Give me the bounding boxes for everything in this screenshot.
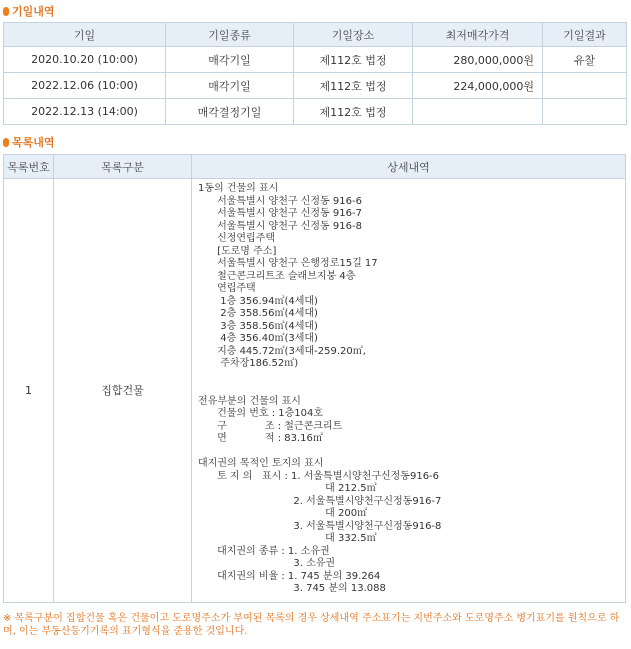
header-min-price: 최저매각가격 xyxy=(413,23,543,47)
detail-line: 대지권의 종류 : 1. 소유권 xyxy=(198,545,330,557)
header-list-number: 목록번호 xyxy=(4,155,54,179)
detail-line: 서울특별시 양천구 신정동 916-7 xyxy=(198,208,362,219)
header-detail: 상세내역 xyxy=(192,155,626,179)
section-title-schedule xyxy=(3,3,55,19)
detail-line: 연립주택 xyxy=(198,283,256,294)
cell-detail xyxy=(192,179,626,603)
cell-place: 제112호 법정 xyxy=(294,99,413,125)
bullet-icon xyxy=(3,7,9,16)
detail-line: 3. 소유권 xyxy=(198,558,336,569)
detail-line: 대지권의 목적인 토지의 표시 xyxy=(198,458,324,469)
cell-list-type: 집합건물 xyxy=(54,179,192,603)
detail-line xyxy=(198,371,621,384)
bullet-icon xyxy=(3,138,9,147)
detail-line: 4층 356.40㎡(3세대) xyxy=(198,333,318,344)
list-table xyxy=(3,154,626,603)
detail-line: 서울특별시 양천구 신정동 916-8 xyxy=(198,220,362,232)
cell-type: 매각결정기일 xyxy=(166,99,294,125)
detail-line: 1층 356.94㎡(4세대) xyxy=(198,295,318,307)
footnote: ※ 목록구분이 집합건물 혹은 건물이고 도로명주소가 부여된 목록의 경우 상세내역 주소표기는 지번주소와 도로명주소 병기표기를 원칙으로 하며, 이는 부동산등기기록의 표기형식을 준용한 것입니다. xyxy=(3,613,620,637)
table-row xyxy=(4,47,627,73)
cell-min-price: 280,000,000원 xyxy=(413,47,543,73)
cell-result xyxy=(543,73,627,99)
detail-line: 서울특별시 양천구 은행정로15길 17 xyxy=(198,258,378,269)
detail-line: [도로명 주소] xyxy=(198,245,277,257)
detail-line: 3. 서울특별시양천구신정동916-8 xyxy=(198,520,442,532)
cell-min-price: 224,000,000원 xyxy=(413,73,543,99)
detail-line: 주차장186.52㎡) xyxy=(198,358,299,369)
detail-line: 2. 서울특별시양천구신정동916-7 xyxy=(198,495,442,507)
detail-line: 철근콘크리트조 슬래브지붕 4층 xyxy=(198,270,356,282)
detail-line: 지층 445.72㎡(3세대-259.20㎡, xyxy=(198,345,366,357)
section-title-list xyxy=(3,134,55,150)
detail-line xyxy=(198,383,621,396)
cell-min-price xyxy=(413,99,543,125)
detail-line: 3층 358.56㎡(4세대) xyxy=(198,320,318,332)
detail-line: 3. 745 분의 13.088 xyxy=(198,583,386,594)
cell-type: 매각기일 xyxy=(166,73,294,99)
cell-result: 유찰 xyxy=(543,47,627,73)
detail-line: 대 332.5㎡ xyxy=(198,533,377,544)
detail-line: 면 적 : 83.16㎡ xyxy=(198,433,323,444)
detail-line: 구 조 : 철근콘크리트 xyxy=(198,420,343,432)
cell-date: 2022.12.06 (10:00) xyxy=(4,73,166,99)
header-list-type: 목록구분 xyxy=(54,155,192,179)
header-place: 기일장소 xyxy=(294,23,413,47)
header-type: 기일종류 xyxy=(166,23,294,47)
header-date: 기일 xyxy=(4,23,166,47)
detail-line: 대 212.5㎡ xyxy=(198,483,377,494)
schedule-header-row xyxy=(4,23,627,47)
schedule-table xyxy=(3,22,627,125)
cell-type: 매각기일 xyxy=(166,47,294,73)
section-title-text: 기일내역 xyxy=(12,5,55,18)
table-row xyxy=(4,99,627,125)
header-result: 기일결과 xyxy=(543,23,627,47)
cell-list-number: 1 xyxy=(4,179,54,603)
detail-line: 1동의 건물의 표시 xyxy=(198,183,279,194)
detail-line: 대지권의 비율 : 1. 745 분의 39.264 xyxy=(198,570,381,582)
cell-date: 2022.12.13 (14:00) xyxy=(4,99,166,125)
table-row xyxy=(4,179,626,603)
detail-line: 토 지 의 표시 : 1. 서울특별시양천구신정동916-6 xyxy=(198,470,440,482)
cell-result xyxy=(543,99,627,125)
detail-line: 서울특별시 양천구 신정동 916-6 xyxy=(198,195,362,207)
cell-date: 2020.10.20 (10:00) xyxy=(4,47,166,73)
section-title-text: 목록내역 xyxy=(12,136,55,149)
list-header-row xyxy=(4,155,626,179)
table-row xyxy=(4,73,627,99)
cell-place: 제112호 법정 xyxy=(294,47,413,73)
cell-place: 제112호 법정 xyxy=(294,73,413,99)
detail-line xyxy=(198,446,621,459)
detail-line: 대 200㎡ xyxy=(198,508,368,519)
detail-line: 건물의 번호 : 1층104호 xyxy=(198,408,324,419)
detail-line: 2층 358.56㎡(4세대) xyxy=(198,308,318,319)
detail-line: 신정연립주택 xyxy=(198,233,276,244)
detail-line: 전유부분의 건물의 표시 xyxy=(198,395,301,407)
